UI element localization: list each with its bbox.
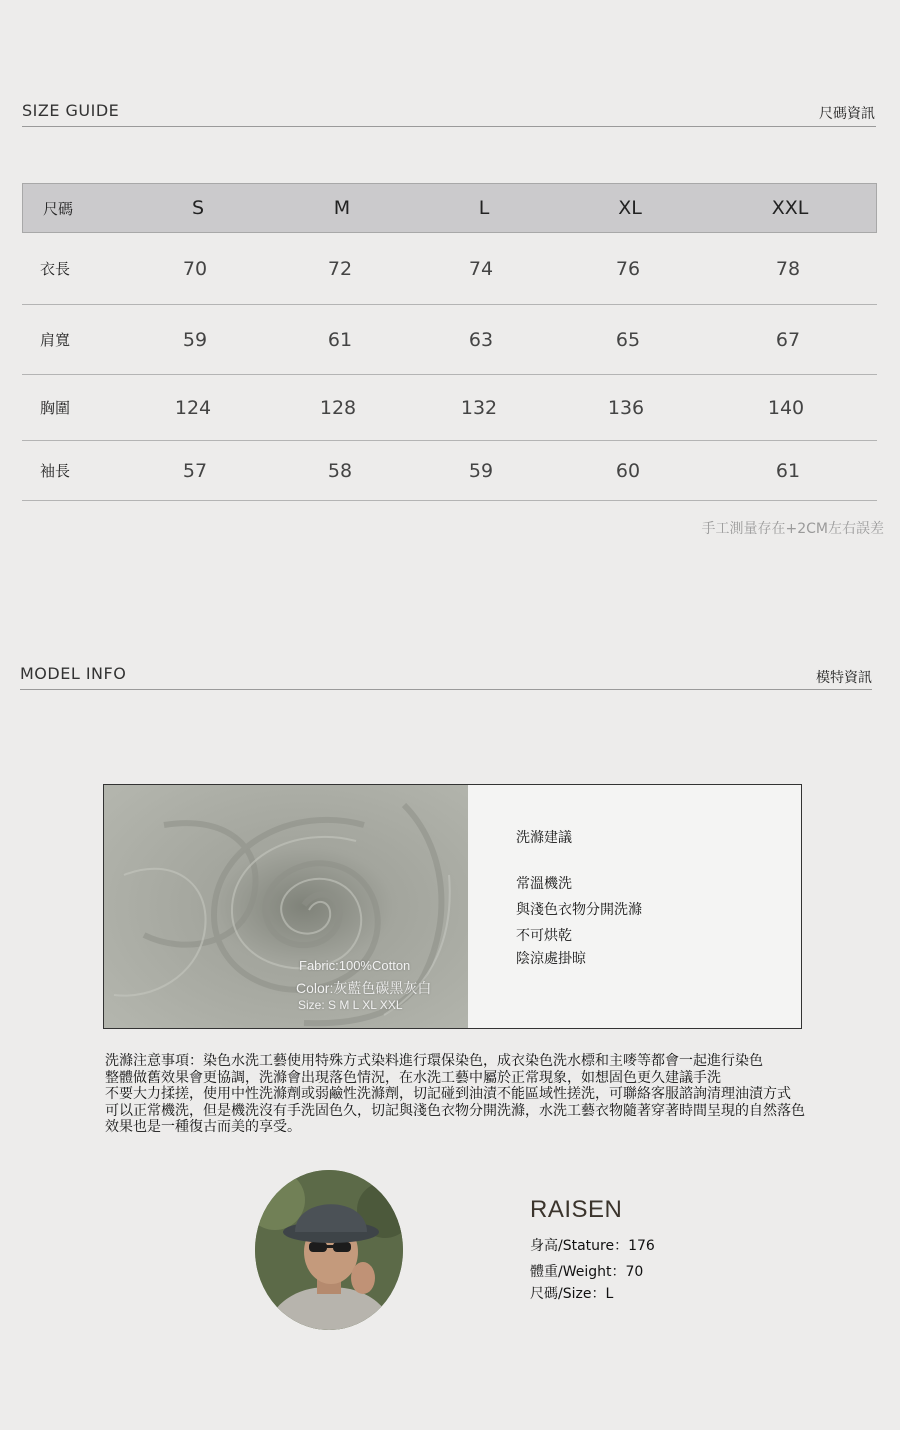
- care-card: [103, 784, 802, 1029]
- notice-line: 整體做舊效果會更協調，洗滌會出現落色情況，在水洗工藝中屬於正常現象，如想固色更久建議手洗: [105, 1069, 721, 1086]
- table-cell: 65: [615, 328, 641, 351]
- model-stature: 身高/Stature：176: [530, 1238, 655, 1254]
- table-cell: 67: [775, 328, 801, 351]
- table-cell: 132: [460, 396, 498, 419]
- table-cell: 128: [319, 396, 357, 419]
- row-label: 胸圍: [40, 399, 71, 417]
- table-cell: 61: [775, 459, 801, 482]
- model-portrait-graphic: [255, 1170, 403, 1330]
- size-guide-divider: [22, 126, 876, 127]
- table-cell: 140: [767, 396, 805, 419]
- size-label: Size: S M L XL XXL: [298, 998, 403, 1012]
- row-label: 衣長: [40, 260, 71, 278]
- size-guide-subtitle: 尺碼資訊: [819, 106, 875, 122]
- size-col-xl: XL: [618, 197, 642, 219]
- table-row: [22, 375, 877, 441]
- size-col-xxl: XXL: [771, 197, 809, 219]
- size-guide-title: SIZE GUIDE: [22, 101, 120, 120]
- size-col-l: L: [478, 197, 490, 219]
- table-cell: 61: [327, 328, 353, 351]
- table-cell: 59: [468, 459, 494, 482]
- model-info-divider: [20, 689, 872, 690]
- care-item: 與淺色衣物分開洗滌: [516, 902, 642, 918]
- model-info-title: MODEL INFO: [20, 664, 127, 683]
- notice-line: 洗滌注意事項：染色水洗工藝使用特殊方式染料進行環保染色，成衣染色洗水標和主嘜等都會一起進行染色: [105, 1053, 763, 1069]
- table-cell: 124: [174, 396, 212, 419]
- table-row: [22, 441, 877, 501]
- measurement-note: 手工測量存在+2CM左右誤差: [701, 521, 884, 537]
- size-col-m: M: [333, 197, 351, 219]
- notice-line: 效果也是一種復古而美的享受。: [105, 1119, 301, 1136]
- notice-line: 不要大力揉搓，使用中性洗滌劑或弱鹼性洗滌劑，切記碰到油漬不能區域性搓洗，可聯絡客服諮詢清理油漬方式: [105, 1086, 791, 1103]
- model-info-subtitle: 模特資訊: [816, 670, 872, 686]
- table-cell: 78: [775, 257, 801, 280]
- size-col-s: S: [191, 197, 205, 219]
- table-cell: 60: [615, 459, 641, 482]
- table-row: [22, 233, 877, 305]
- fabric-image: [104, 785, 468, 1028]
- model-weight: 體重/Weight：70: [530, 1264, 644, 1280]
- table-row: [22, 305, 877, 375]
- row-label: 袖長: [40, 462, 71, 480]
- care-item: 陰涼處掛晾: [516, 951, 586, 967]
- size-table-header: [22, 183, 877, 233]
- size-table: [22, 183, 877, 501]
- table-cell: 70: [182, 257, 208, 280]
- row-label: 肩寬: [40, 331, 71, 349]
- model-size: 尺碼/Size：L: [530, 1286, 614, 1302]
- color-label: Color:灰藍色碳黑灰白: [296, 980, 432, 996]
- model-avatar: [255, 1170, 403, 1330]
- care-item: 不可烘乾: [516, 928, 572, 944]
- table-cell: 74: [468, 257, 494, 280]
- table-cell: 72: [327, 257, 353, 280]
- table-cell: 63: [468, 328, 494, 351]
- care-heading: 洗滌建議: [516, 830, 572, 846]
- notice-line: 可以正常機洗，但是機洗沒有手洗固色久，切記與淺色衣物分開洗滌，水洗工藝衣物隨著穿著時間呈現的自然落色: [105, 1102, 805, 1119]
- model-name: RAISEN: [530, 1196, 623, 1223]
- table-cell: 76: [615, 257, 641, 280]
- table-cell: 57: [182, 459, 208, 482]
- washing-notice: [105, 1053, 865, 1136]
- table-cell: 59: [182, 328, 208, 351]
- size-header-label: 尺碼: [43, 199, 74, 218]
- care-item: 常溫機洗: [516, 876, 572, 892]
- table-cell: 58: [327, 459, 353, 482]
- fabric-label: Fabric:100%Cotton: [299, 958, 411, 973]
- table-cell: 136: [607, 396, 645, 419]
